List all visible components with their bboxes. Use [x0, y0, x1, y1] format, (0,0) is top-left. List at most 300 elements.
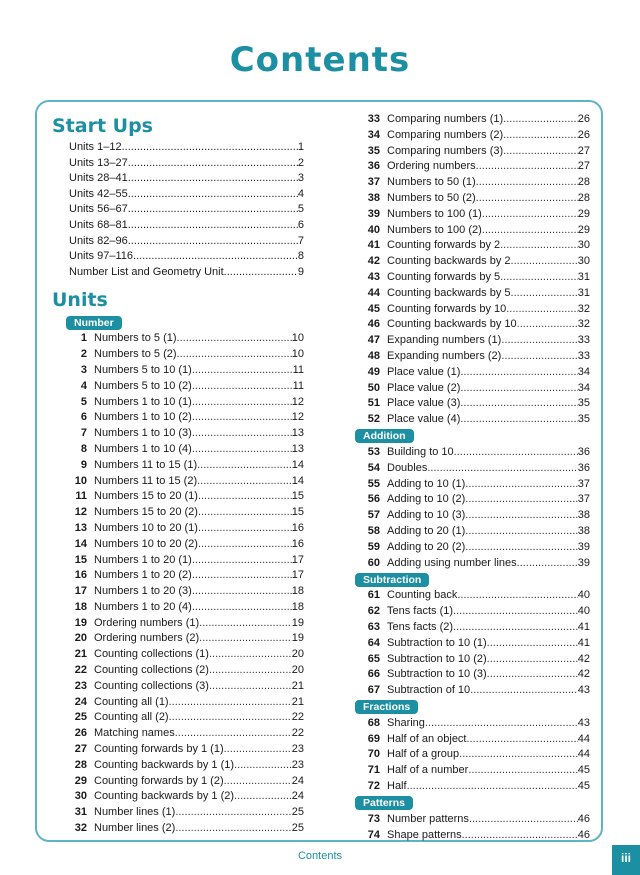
unit-entry[interactable]: [52, 726, 304, 742]
dot-leader: [465, 540, 577, 556]
unit-number: 22: [74, 664, 87, 677]
unit-label: Doubles: [387, 461, 428, 474]
dot-leader: [192, 426, 292, 442]
unit-number: 27: [74, 743, 87, 756]
unit-entry[interactable]: [52, 647, 304, 663]
entry-page: 3: [297, 172, 304, 185]
unit-entry[interactable]: [52, 742, 304, 758]
unit-page: 10: [291, 348, 304, 361]
unit-page: 12: [291, 411, 304, 424]
unit-entry[interactable]: [360, 636, 590, 652]
unit-number: 56: [367, 493, 380, 506]
section-badge-wrap: [355, 699, 590, 716]
dot-leader: [177, 347, 292, 363]
unit-entry[interactable]: [360, 716, 590, 732]
start-up-entry[interactable]: [52, 187, 304, 203]
unit-entry[interactable]: [52, 458, 304, 474]
unit-number: 20: [74, 632, 87, 645]
unit-number: 35: [367, 144, 380, 157]
dot-leader: [460, 396, 577, 412]
unit-entry[interactable]: [52, 789, 304, 805]
unit-page: 33: [577, 334, 590, 347]
page-title: Contents: [229, 40, 411, 80]
unit-entry[interactable]: [360, 620, 590, 636]
unit-page: 20: [291, 664, 304, 677]
unit-entry[interactable]: [52, 426, 304, 442]
unit-entry[interactable]: [52, 679, 304, 695]
dot-leader: [425, 716, 578, 732]
unit-entry[interactable]: [52, 821, 304, 837]
unit-label: Subtraction of 10: [387, 684, 471, 697]
unit-entry[interactable]: [360, 812, 590, 828]
dot-leader: [501, 349, 577, 365]
unit-number: 51: [367, 397, 380, 410]
unit-entry[interactable]: [52, 616, 304, 632]
start-up-entry[interactable]: [52, 171, 304, 187]
unit-entry[interactable]: [360, 604, 590, 620]
dot-leader: [224, 742, 292, 758]
unit-entry[interactable]: [52, 710, 304, 726]
entry-label: Number List and Geometry Unit: [69, 265, 224, 278]
unit-number: 17: [74, 585, 87, 598]
unit-number: 11: [75, 490, 87, 503]
entry-page: 2: [297, 156, 304, 169]
footer-label: Contents: [297, 850, 343, 862]
unit-entry[interactable]: [360, 223, 590, 239]
unit-number: 16: [74, 569, 87, 582]
unit-page: 36: [577, 461, 590, 474]
unit-entry[interactable]: [52, 331, 304, 347]
unit-number: 38: [367, 191, 380, 204]
dot-leader: [234, 789, 292, 805]
unit-page: 28: [577, 191, 590, 204]
unit-entry[interactable]: [360, 270, 590, 286]
unit-entry[interactable]: [52, 631, 304, 647]
unit-label: Numbers 11 to 15 (2): [94, 474, 198, 487]
dot-leader: [175, 805, 291, 821]
unit-page: 39: [577, 556, 590, 569]
unit-label: Numbers 1 to 20 (3): [94, 585, 192, 598]
start-up-entry[interactable]: [52, 218, 304, 234]
dot-leader: [198, 489, 292, 505]
unit-page: 17: [291, 569, 304, 582]
unit-label: Counting forwards by 10: [387, 302, 507, 315]
dot-leader: [192, 553, 292, 569]
unit-number: 60: [367, 556, 380, 569]
unit-entry[interactable]: [360, 302, 590, 318]
dot-leader: [177, 331, 292, 347]
unit-entry[interactable]: [360, 349, 590, 365]
dot-leader: [462, 828, 578, 844]
unit-number: 39: [367, 207, 380, 220]
entry-label: Units 56–67: [69, 203, 128, 216]
unit-entry[interactable]: [360, 445, 590, 461]
unit-entry[interactable]: [360, 732, 590, 748]
unit-page: 13: [291, 442, 304, 455]
dot-leader: [192, 410, 292, 426]
dot-leader: [465, 508, 577, 524]
unit-label: Counting backwards by 5: [387, 286, 511, 299]
dot-leader: [192, 584, 292, 600]
unit-entry[interactable]: [360, 763, 590, 779]
unit-entry[interactable]: [52, 395, 304, 411]
unit-label: Counting backwards by 1 (1): [94, 758, 235, 771]
start-ups-list: [52, 140, 304, 280]
dot-leader: [467, 732, 578, 748]
unit-entry[interactable]: [360, 191, 590, 207]
unit-label: Numbers to 5 (1): [94, 332, 177, 345]
entry-page: 9: [297, 265, 304, 278]
unit-page: 20: [291, 648, 304, 661]
unit-entry[interactable]: [360, 317, 590, 333]
dot-leader: [517, 317, 578, 333]
unit-number: 8: [80, 442, 87, 455]
unit-label: Numbers 5 to 10 (2): [94, 379, 192, 392]
start-up-entry[interactable]: [52, 156, 304, 172]
unit-entry[interactable]: [52, 774, 304, 790]
unit-entry[interactable]: [360, 144, 590, 160]
unit-entry[interactable]: [52, 553, 304, 569]
dot-leader: [487, 636, 578, 652]
unit-label: Expanding numbers (1): [387, 334, 502, 347]
unit-label: Counting forwards by 1 (1): [94, 743, 224, 756]
unit-page: 23: [291, 743, 304, 756]
unit-page: 38: [577, 524, 590, 537]
unit-label: Adding to 20 (2): [387, 540, 466, 553]
unit-page: 32: [577, 318, 590, 331]
unit-entry[interactable]: [360, 333, 590, 349]
section-badge: Addition: [355, 429, 414, 443]
unit-entry[interactable]: [360, 365, 590, 381]
unit-label: Numbers 1 to 20 (4): [94, 600, 192, 613]
unit-entry[interactable]: [52, 474, 304, 490]
right-column: [360, 112, 590, 843]
unit-entry[interactable]: [360, 540, 590, 556]
unit-page: 32: [577, 302, 590, 315]
unit-number: 3: [80, 363, 87, 376]
unit-label: Numbers 15 to 20 (1): [94, 490, 198, 503]
unit-entry[interactable]: [52, 805, 304, 821]
unit-label: Comparing numbers (1): [387, 113, 504, 125]
unit-page: 22: [291, 711, 304, 724]
unit-entry[interactable]: [52, 347, 304, 363]
unit-label: Counting all (2): [94, 711, 169, 724]
unit-entry[interactable]: [360, 477, 590, 493]
dot-leader: [465, 524, 577, 540]
unit-number: 55: [367, 477, 380, 490]
unit-number: 46: [367, 318, 380, 331]
unit-label: Counting forwards by 2: [387, 239, 501, 252]
unit-entry[interactable]: [52, 568, 304, 584]
unit-label: Place value (4): [387, 413, 461, 426]
unit-number: 65: [367, 652, 380, 665]
unit-page: 44: [577, 748, 590, 761]
unit-entry[interactable]: [360, 238, 590, 254]
unit-entry[interactable]: [52, 695, 304, 711]
unit-entry[interactable]: [360, 683, 590, 699]
unit-page: 45: [577, 780, 590, 793]
unit-entry[interactable]: [52, 663, 304, 679]
dot-leader: [198, 505, 292, 521]
unit-label: Number lines (1): [94, 806, 176, 819]
dot-leader: [224, 774, 292, 790]
dot-leader: [209, 663, 292, 679]
unit-page: 29: [577, 207, 590, 220]
unit-page: 42: [577, 668, 590, 681]
unit-number: 42: [367, 255, 380, 268]
section-badge-wrap: [355, 428, 590, 445]
unit-number: 24: [74, 695, 87, 708]
unit-entry[interactable]: [52, 758, 304, 774]
unit-page: 45: [577, 764, 590, 777]
unit-number: 58: [367, 524, 380, 537]
dot-leader: [192, 568, 292, 584]
unit-number: 28: [74, 758, 87, 771]
unit-label: Numbers 11 to 15 (1): [94, 458, 198, 471]
unit-page: 25: [291, 822, 304, 835]
section-badge: Fractions: [355, 700, 418, 714]
unit-label: Tens facts (2): [387, 620, 454, 633]
section-badge-wrap: [355, 795, 590, 812]
unit-label: Tens facts (1): [387, 605, 454, 618]
units-heading: Units: [52, 289, 108, 312]
dot-leader: [128, 171, 298, 187]
unit-number: 15: [74, 553, 87, 566]
unit-page: 28: [577, 176, 590, 189]
unit-entry[interactable]: [360, 286, 590, 302]
left-column: [52, 112, 304, 837]
unit-number: 43: [367, 270, 380, 283]
unit-number: 2: [80, 348, 87, 361]
dot-leader: [460, 381, 577, 397]
unit-entry[interactable]: [360, 175, 590, 191]
unit-entry[interactable]: [360, 747, 590, 763]
unit-number: 6: [80, 411, 87, 424]
entry-page: 5: [297, 203, 304, 216]
dot-leader: [501, 333, 577, 349]
unit-page: 12: [291, 395, 304, 408]
unit-number: 62: [367, 605, 380, 618]
unit-entry[interactable]: [360, 588, 590, 604]
unit-page: 18: [291, 600, 304, 613]
dot-leader: [460, 412, 577, 428]
dot-leader: [500, 238, 578, 254]
unit-entry[interactable]: [52, 505, 304, 521]
unit-label: Half of a number: [387, 764, 469, 777]
unit-page: 43: [577, 716, 590, 729]
unit-number: 7: [80, 427, 87, 440]
unit-number: 36: [367, 160, 380, 173]
unit-page: 11: [292, 363, 304, 376]
unit-entry[interactable]: [52, 521, 304, 537]
unit-number: 37: [367, 176, 380, 189]
dot-leader: [454, 445, 578, 461]
unit-entry[interactable]: [360, 492, 590, 508]
unit-page: 33: [577, 349, 590, 362]
unit-label: Adding to 10 (3): [387, 509, 466, 522]
unit-label: Place value (3): [387, 397, 461, 410]
start-up-entry[interactable]: [52, 249, 304, 265]
unit-page: 26: [577, 128, 590, 141]
unit-page: 13: [291, 427, 304, 440]
dot-leader: [192, 395, 292, 411]
unit-entry[interactable]: [52, 489, 304, 505]
unit-label: Adding to 20 (1): [387, 524, 466, 537]
unit-label: Place value (1): [387, 365, 461, 378]
unit-entry[interactable]: [360, 128, 590, 144]
unit-label: Counting collections (1): [94, 648, 209, 661]
unit-entry[interactable]: [360, 254, 590, 270]
unit-label: Numbers to 50 (1): [387, 176, 476, 189]
unit-page: 43: [577, 684, 590, 697]
unit-entry[interactable]: [360, 112, 590, 128]
unit-entry[interactable]: [360, 556, 590, 572]
unit-page: 37: [577, 493, 590, 506]
dot-leader: [197, 474, 292, 490]
start-up-entry[interactable]: [52, 234, 304, 250]
unit-entry[interactable]: [360, 381, 590, 397]
dot-leader: [234, 758, 292, 774]
unit-page: 40: [577, 589, 590, 602]
unit-number: 33: [367, 113, 380, 125]
unit-label: Numbers to 100 (1): [387, 207, 482, 220]
start-up-entry[interactable]: [52, 140, 304, 156]
unit-entry[interactable]: [52, 537, 304, 553]
unit-entry[interactable]: [360, 667, 590, 683]
unit-number: 31: [74, 806, 87, 819]
unit-number: 54: [367, 461, 380, 474]
unit-page: 15: [291, 506, 304, 519]
unit-number: 14: [74, 537, 87, 550]
unit-number: 30: [74, 790, 87, 803]
dot-leader: [453, 604, 578, 620]
unit-label: Half of a group: [387, 748, 460, 761]
dot-leader: [192, 442, 292, 458]
page-number: iii: [612, 845, 640, 875]
unit-number: 41: [367, 239, 380, 252]
section-badge: Patterns: [355, 796, 413, 810]
unit-page: 14: [291, 474, 304, 487]
unit-page: 38: [577, 509, 590, 522]
unit-page: 35: [577, 413, 590, 426]
unit-label: Building to 10: [387, 445, 454, 458]
dot-leader: [199, 631, 292, 647]
unit-page: 24: [291, 774, 304, 787]
start-up-entry[interactable]: [52, 265, 304, 281]
unit-entry[interactable]: [360, 159, 590, 175]
unit-page: 27: [577, 144, 590, 157]
entry-label: Units 68–81: [69, 218, 128, 231]
unit-entry[interactable]: [360, 396, 590, 412]
unit-label: Matching names: [94, 727, 175, 740]
unit-label: Shape patterns: [387, 828, 462, 841]
dot-leader: [133, 249, 298, 265]
unit-page: 10: [291, 332, 304, 345]
dot-leader: [427, 461, 577, 477]
unit-label: Numbers to 100 (2): [387, 223, 482, 236]
dot-leader: [511, 254, 578, 270]
unit-page: 25: [291, 806, 304, 819]
unit-number: 67: [367, 684, 380, 697]
unit-entry[interactable]: [52, 379, 304, 395]
dot-leader: [503, 128, 578, 144]
unit-label: Subtraction to 10 (1): [387, 636, 487, 649]
unit-entry[interactable]: [360, 652, 590, 668]
unit-entry[interactable]: [360, 207, 590, 223]
unit-number: 69: [367, 732, 380, 745]
unit-number: 70: [367, 748, 380, 761]
unit-entry[interactable]: [52, 584, 304, 600]
dot-leader: [457, 588, 577, 604]
dot-leader: [209, 647, 292, 663]
unit-entry[interactable]: [360, 524, 590, 540]
unit-label: Number lines (2): [94, 822, 176, 835]
unit-page: 22: [291, 727, 304, 740]
unit-number: 19: [74, 616, 87, 629]
unit-entry[interactable]: [52, 600, 304, 616]
unit-label: Counting collections (3): [94, 679, 209, 692]
unit-page: 37: [577, 477, 590, 490]
unit-label: Numbers 1 to 20 (1): [94, 553, 192, 566]
dot-leader: [169, 695, 292, 711]
unit-label: Half of an object: [387, 732, 467, 745]
unit-label: Numbers to 50 (2): [387, 191, 476, 204]
unit-label: Comparing numbers (3): [387, 144, 504, 157]
unit-page: 18: [291, 585, 304, 598]
unit-page: 14: [291, 458, 304, 471]
dot-leader: [469, 812, 578, 828]
start-up-entry[interactable]: [52, 202, 304, 218]
unit-entry[interactable]: [360, 828, 590, 844]
unit-entry[interactable]: [52, 410, 304, 426]
unit-number: 50: [367, 381, 380, 394]
unit-page: 34: [577, 381, 590, 394]
entry-label: Units 82–96: [69, 234, 128, 247]
unit-label: Numbers to 5 (2): [94, 348, 177, 361]
unit-number: 4: [80, 379, 87, 392]
dot-leader: [487, 652, 578, 668]
dot-leader: [128, 187, 298, 203]
entry-label: Units 28–41: [69, 172, 128, 185]
unit-entry[interactable]: [360, 412, 590, 428]
unit-entry[interactable]: [360, 461, 590, 477]
unit-entry[interactable]: [360, 508, 590, 524]
unit-page: 39: [577, 540, 590, 553]
entry-page: 4: [297, 187, 304, 200]
unit-page: 24: [291, 790, 304, 803]
dot-leader: [175, 726, 292, 742]
unit-page: 46: [577, 812, 590, 825]
unit-label: Sharing: [387, 716, 425, 729]
unit-number: 59: [367, 540, 380, 553]
unit-page: 15: [291, 490, 304, 503]
unit-entry[interactable]: [52, 363, 304, 379]
unit-number: 21: [74, 648, 87, 661]
dot-leader: [482, 223, 578, 239]
dot-leader: [192, 379, 293, 395]
unit-page: 44: [577, 732, 590, 745]
unit-page: 42: [577, 652, 590, 665]
dot-leader: [476, 175, 578, 191]
dot-leader: [476, 191, 578, 207]
unit-page: 19: [291, 616, 304, 629]
unit-entry[interactable]: [52, 442, 304, 458]
unit-entry[interactable]: [360, 779, 590, 795]
units-left-sections: [52, 314, 304, 837]
dot-leader: [468, 763, 577, 779]
dot-leader: [169, 710, 292, 726]
unit-number: 72: [367, 780, 380, 793]
